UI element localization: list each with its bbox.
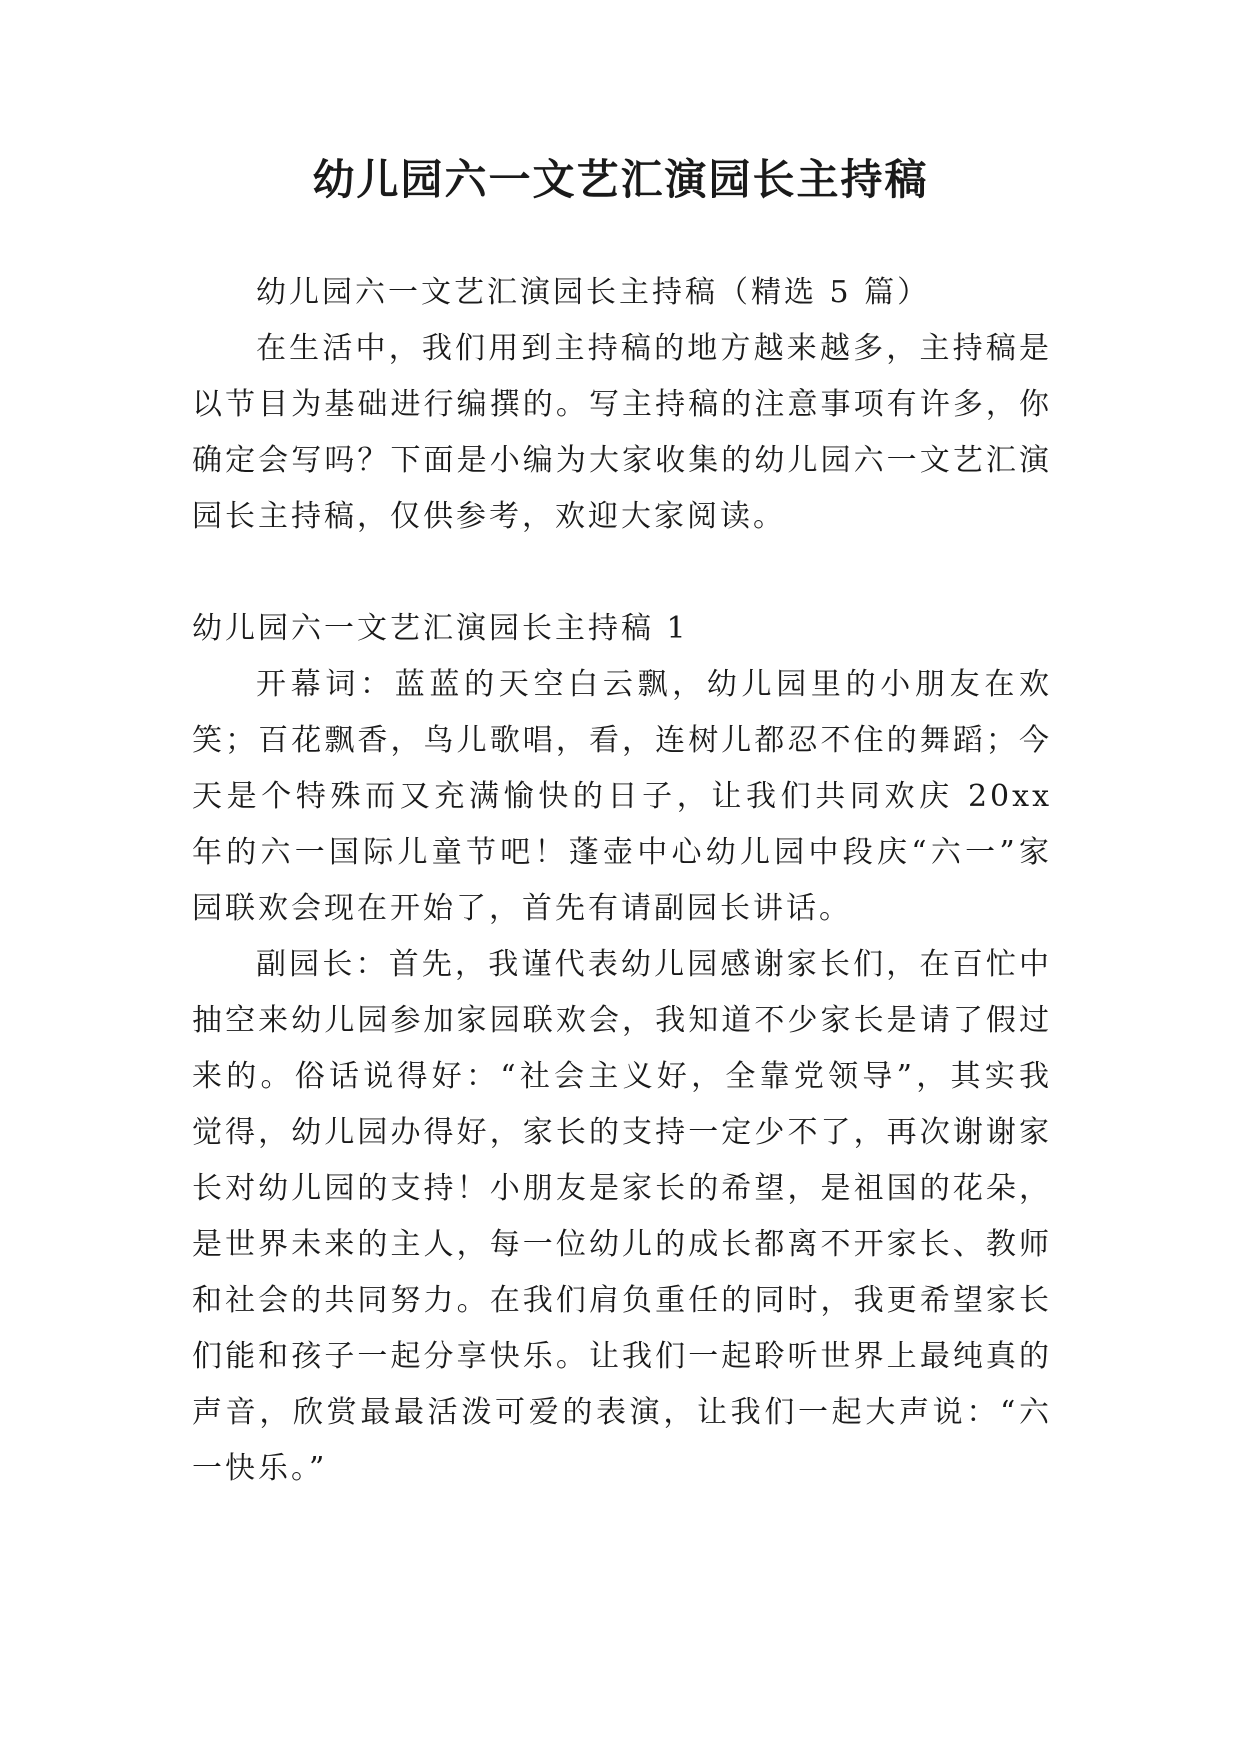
document-title: 幼儿园六一文艺汇演园长主持稿 (312, 155, 929, 204)
opening-paragraph: 开幕词：蓝蓝的天空白云飘，幼儿园里的小朋友在欢笑；百花飘香，鸟儿歌唱，看，连树儿都忍不住的舞蹈；今天是个特殊而又充满愉快的日子，让我们共同欢庆 20xx 年的六一国际儿童节吧！蓬壶中心幼儿园中段庆“六一”家园联欢会现在开始了，首先有请副园长讲话。 (192, 667, 1052, 926)
section-title-1: 幼儿园六一文艺汇演园长主持稿 1 (192, 611, 689, 646)
vice-principal-paragraph: 副园长：首先，我谨代表幼儿园感谢家长们，在百忙中抽空来幼儿园参加家园联欢会，我知道不少家长是请了假过来的。俗话说得好：“社会主义好，全靠党领导”，其实我觉得，幼儿园办得好，家长的支持一定少不了，再次谢谢家长对幼儿园的支持！小朋友是家长的希望，是祖国的花朵，是世界未来的主人，每一位幼儿的成长都离不开家长、教师和社会的共同努力。在我们肩负重任的同时，我更希望家长们能和孩子一起分享快乐。让我们一起聆听世界上最纯真的声音，欣赏最最活泼可爱的表演，让我们一起大声说：“六一快乐。” (192, 947, 1052, 1486)
document-subtitle: 幼儿园六一文艺汇演园长主持稿（精选 5 篇） (256, 275, 931, 310)
intro-paragraph: 在生活中，我们用到主持稿的地方越来越多，主持稿是以节目为基础进行编撰的。写主持稿的注意事项有许多，你确定会写吗？下面是小编为大家收集的幼儿园六一文艺汇演园长主持稿，仅供参考，欢迎大家阅读。 (192, 331, 1052, 534)
document-body (192, 265, 1052, 1497)
